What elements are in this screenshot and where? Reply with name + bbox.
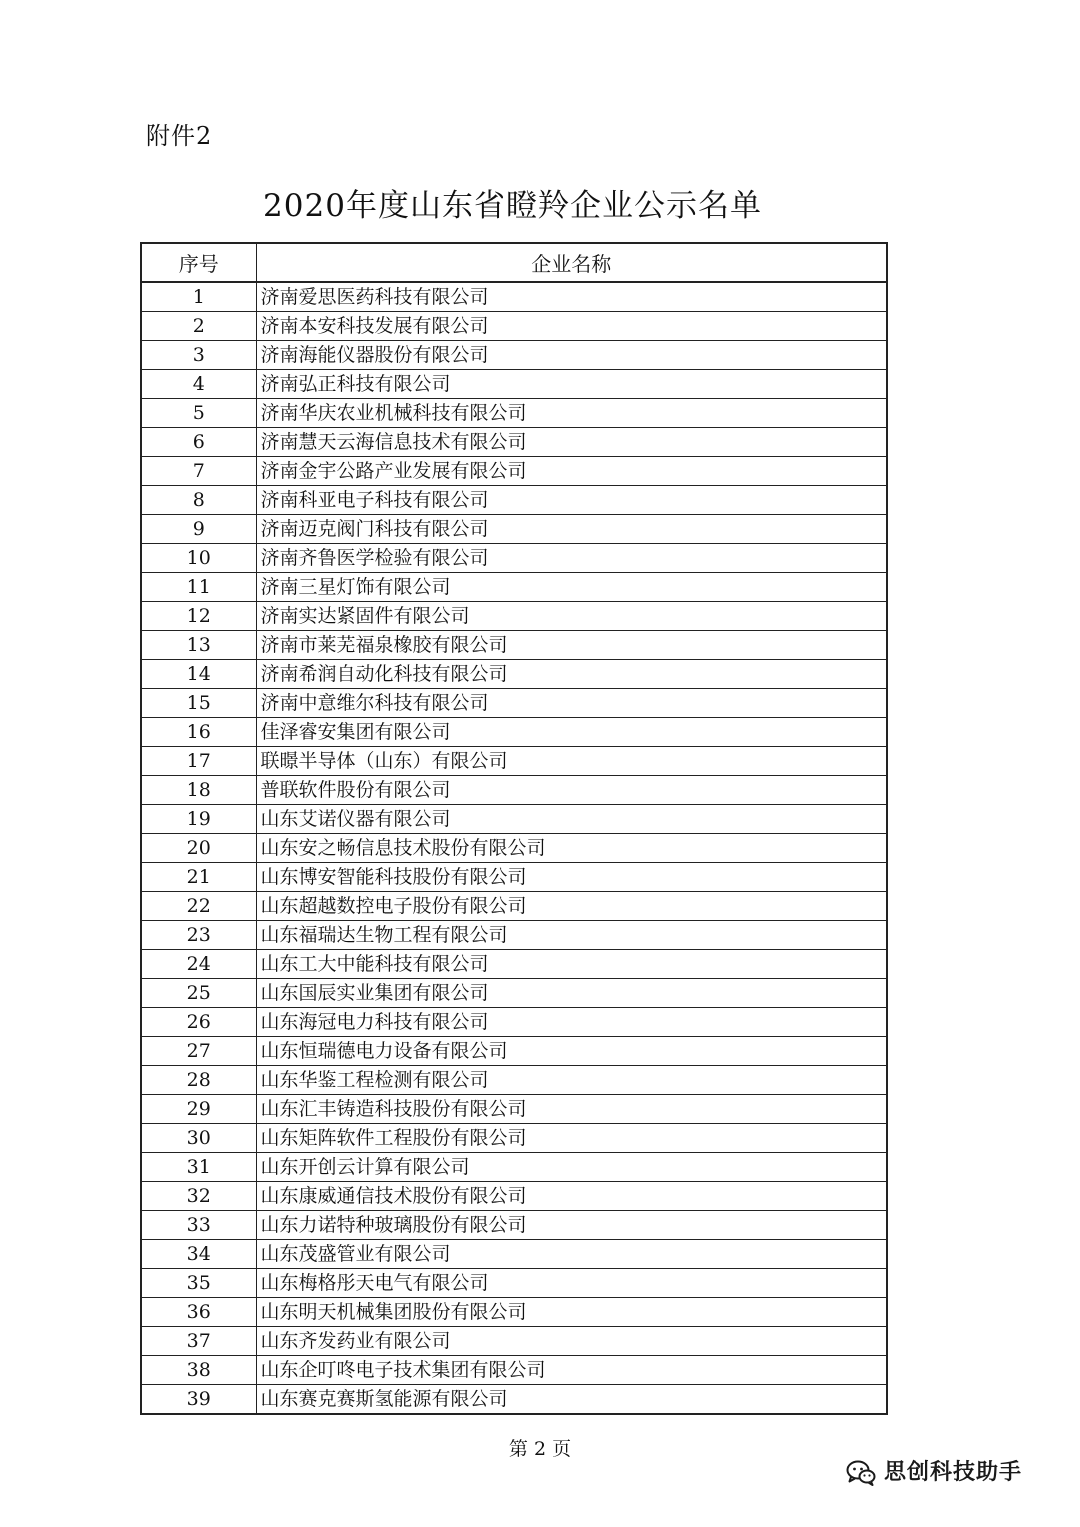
cell-serial-number: 10 xyxy=(141,544,256,573)
table-row xyxy=(141,399,887,428)
table-row xyxy=(141,573,887,602)
cell-serial-number: 21 xyxy=(141,863,256,892)
watermark xyxy=(846,1458,1022,1488)
cell-serial-number: 26 xyxy=(141,1008,256,1037)
cell-serial-number: 36 xyxy=(141,1298,256,1327)
cell-serial-number: 28 xyxy=(141,1066,256,1095)
cell-company-name: 山东福瑞达生物工程有限公司 xyxy=(256,921,887,950)
cell-serial-number: 2 xyxy=(141,312,256,341)
cell-company-name: 济南本安科技发展有限公司 xyxy=(256,312,887,341)
cell-serial-number: 22 xyxy=(141,892,256,921)
table-row xyxy=(141,341,887,370)
cell-serial-number: 37 xyxy=(141,1327,256,1356)
cell-company-name: 济南慧天云海信息技术有限公司 xyxy=(256,428,887,457)
table-row xyxy=(141,1385,887,1415)
table-row xyxy=(141,1327,887,1356)
cell-company-name: 济南海能仪器股份有限公司 xyxy=(256,341,887,370)
cell-company-name: 山东企叮咚电子技术集团有限公司 xyxy=(256,1356,887,1385)
cell-serial-number: 38 xyxy=(141,1356,256,1385)
cell-company-name: 山东齐发药业有限公司 xyxy=(256,1327,887,1356)
table-row xyxy=(141,776,887,805)
table-row xyxy=(141,544,887,573)
table-row xyxy=(141,1269,887,1298)
cell-company-name: 山东力诺特种玻璃股份有限公司 xyxy=(256,1211,887,1240)
cell-company-name: 济南中意维尔科技有限公司 xyxy=(256,689,887,718)
table-row xyxy=(141,1066,887,1095)
cell-company-name: 山东超越数控电子股份有限公司 xyxy=(256,892,887,921)
cell-serial-number: 39 xyxy=(141,1385,256,1415)
table-header-row xyxy=(141,243,887,282)
table-row xyxy=(141,1037,887,1066)
cell-company-name: 济南弘正科技有限公司 xyxy=(256,370,887,399)
table-row xyxy=(141,631,887,660)
cell-serial-number: 6 xyxy=(141,428,256,457)
cell-company-name: 山东博安智能科技股份有限公司 xyxy=(256,863,887,892)
table-row xyxy=(141,747,887,776)
wechat-icon xyxy=(846,1460,876,1486)
table-row xyxy=(141,1240,887,1269)
cell-serial-number: 35 xyxy=(141,1269,256,1298)
cell-serial-number: 1 xyxy=(141,282,256,312)
cell-company-name: 普联软件股份有限公司 xyxy=(256,776,887,805)
cell-company-name: 山东康威通信技术股份有限公司 xyxy=(256,1182,887,1211)
cell-company-name: 山东国辰实业集团有限公司 xyxy=(256,979,887,1008)
cell-serial-number: 33 xyxy=(141,1211,256,1240)
table-body xyxy=(141,282,887,1414)
page-title: 2020年度山东省瞪羚企业公示名单 xyxy=(263,188,762,224)
table-row xyxy=(141,457,887,486)
table-row xyxy=(141,602,887,631)
cell-company-name: 联暻半导体（山东）有限公司 xyxy=(256,747,887,776)
cell-serial-number: 7 xyxy=(141,457,256,486)
cell-serial-number: 4 xyxy=(141,370,256,399)
cell-company-name: 山东赛克赛斯氢能源有限公司 xyxy=(256,1385,887,1415)
table-row xyxy=(141,660,887,689)
cell-company-name: 济南科亚电子科技有限公司 xyxy=(256,486,887,515)
cell-serial-number: 8 xyxy=(141,486,256,515)
table-row xyxy=(141,312,887,341)
cell-company-name: 山东矩阵软件工程股份有限公司 xyxy=(256,1124,887,1153)
table-row xyxy=(141,1182,887,1211)
cell-company-name: 山东梅格彤天电气有限公司 xyxy=(256,1269,887,1298)
cell-company-name: 济南华庆农业机械科技有限公司 xyxy=(256,399,887,428)
cell-serial-number: 18 xyxy=(141,776,256,805)
cell-company-name: 山东华鉴工程检测有限公司 xyxy=(256,1066,887,1095)
cell-company-name: 济南金宇公路产业发展有限公司 xyxy=(256,457,887,486)
table-row xyxy=(141,1211,887,1240)
cell-serial-number: 19 xyxy=(141,805,256,834)
cell-company-name: 山东开创云计算有限公司 xyxy=(256,1153,887,1182)
cell-company-name: 山东海冠电力科技有限公司 xyxy=(256,1008,887,1037)
cell-serial-number: 12 xyxy=(141,602,256,631)
column-header-company-name: 企业名称 xyxy=(256,243,887,282)
table-row xyxy=(141,515,887,544)
cell-serial-number: 17 xyxy=(141,747,256,776)
cell-company-name: 济南希润自动化科技有限公司 xyxy=(256,660,887,689)
company-list-table xyxy=(140,242,888,1415)
cell-company-name: 山东工大中能科技有限公司 xyxy=(256,950,887,979)
cell-company-name: 山东恒瑞德电力设备有限公司 xyxy=(256,1037,887,1066)
table-row xyxy=(141,1298,887,1327)
cell-serial-number: 24 xyxy=(141,950,256,979)
table-row xyxy=(141,1095,887,1124)
cell-serial-number: 16 xyxy=(141,718,256,747)
table-row xyxy=(141,282,887,312)
cell-company-name: 济南三星灯饰有限公司 xyxy=(256,573,887,602)
cell-serial-number: 9 xyxy=(141,515,256,544)
cell-serial-number: 5 xyxy=(141,399,256,428)
cell-company-name: 佳泽睿安集团有限公司 xyxy=(256,718,887,747)
cell-serial-number: 31 xyxy=(141,1153,256,1182)
table-row xyxy=(141,863,887,892)
table-row xyxy=(141,921,887,950)
cell-company-name: 山东茂盛管业有限公司 xyxy=(256,1240,887,1269)
watermark-text: 思创科技助手 xyxy=(884,1460,1023,1485)
cell-company-name: 济南迈克阀门科技有限公司 xyxy=(256,515,887,544)
cell-serial-number: 27 xyxy=(141,1037,256,1066)
page-number: 第 2 页 xyxy=(508,1438,572,1460)
cell-serial-number: 34 xyxy=(141,1240,256,1269)
cell-serial-number: 11 xyxy=(141,573,256,602)
cell-serial-number: 13 xyxy=(141,631,256,660)
attachment-label: 附件2 xyxy=(146,122,213,150)
cell-serial-number: 23 xyxy=(141,921,256,950)
table-row xyxy=(141,370,887,399)
table-row xyxy=(141,689,887,718)
cell-serial-number: 15 xyxy=(141,689,256,718)
cell-company-name: 济南市莱芜福泉橡胶有限公司 xyxy=(256,631,887,660)
cell-serial-number: 14 xyxy=(141,660,256,689)
cell-company-name: 济南爱思医药科技有限公司 xyxy=(256,282,887,312)
table-row xyxy=(141,834,887,863)
table-row xyxy=(141,950,887,979)
cell-serial-number: 32 xyxy=(141,1182,256,1211)
cell-serial-number: 29 xyxy=(141,1095,256,1124)
table-row xyxy=(141,428,887,457)
table-row xyxy=(141,1153,887,1182)
table-row xyxy=(141,486,887,515)
table-row xyxy=(141,1356,887,1385)
cell-serial-number: 25 xyxy=(141,979,256,1008)
table-row xyxy=(141,718,887,747)
table-row xyxy=(141,1124,887,1153)
cell-serial-number: 30 xyxy=(141,1124,256,1153)
table-row xyxy=(141,1008,887,1037)
cell-company-name: 济南实达紧固件有限公司 xyxy=(256,602,887,631)
cell-serial-number: 20 xyxy=(141,834,256,863)
column-header-serial: 序号 xyxy=(141,243,256,282)
cell-company-name: 山东艾诺仪器有限公司 xyxy=(256,805,887,834)
cell-company-name: 山东汇丰铸造科技股份有限公司 xyxy=(256,1095,887,1124)
cell-company-name: 济南齐鲁医学检验有限公司 xyxy=(256,544,887,573)
cell-serial-number: 3 xyxy=(141,341,256,370)
cell-company-name: 山东明天机械集团股份有限公司 xyxy=(256,1298,887,1327)
table-row xyxy=(141,892,887,921)
cell-company-name: 山东安之畅信息技术股份有限公司 xyxy=(256,834,887,863)
table-row xyxy=(141,979,887,1008)
table-row xyxy=(141,805,887,834)
